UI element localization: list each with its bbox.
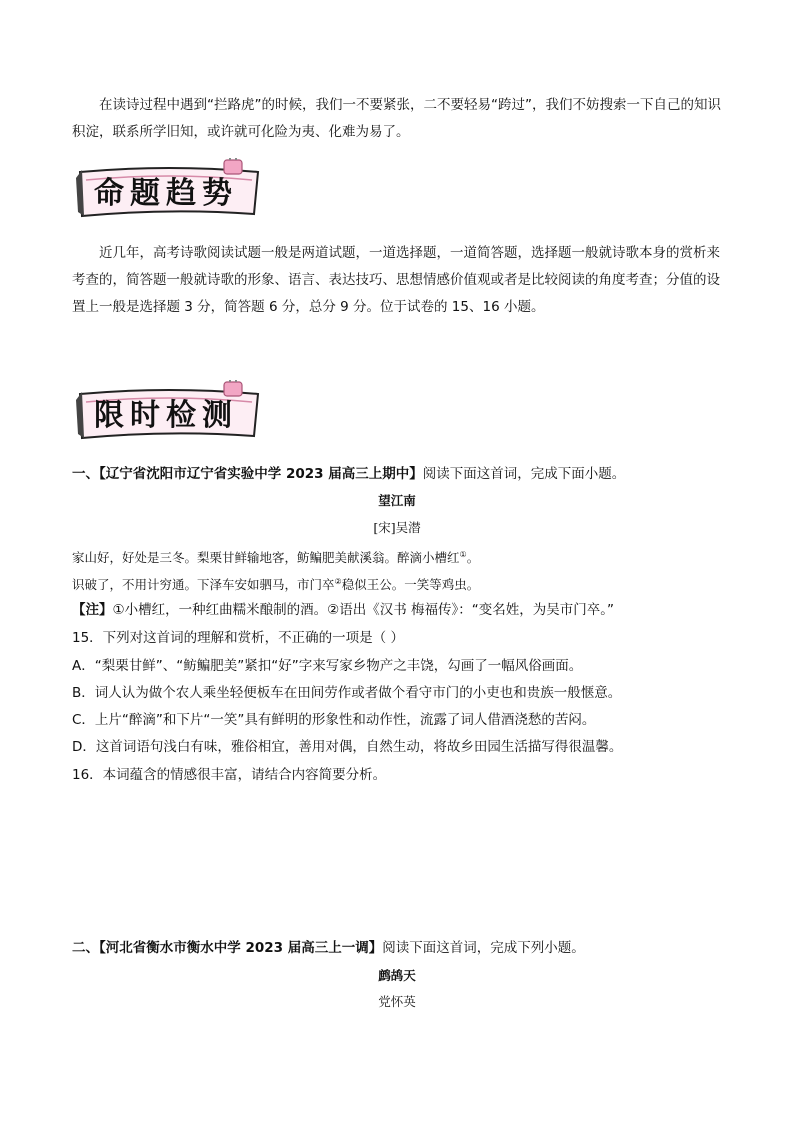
q1-poem-line-2: 识破了，不用计穷通。下泽车安如驷马，市门卒②稳似王公。一笑等鸡虫。 xyxy=(72,577,480,593)
q2-instruction: 阅读下面这首词，完成下列小题。 xyxy=(382,940,585,956)
q15-option-d: D．这首词语句浅白有味，雅俗相宜，善用对偶，自然生动，将故乡田园生活描写得很温馨。 xyxy=(72,739,623,755)
q15-option-c: C．上片“醉滴”和下片“一笑”具有鲜明的形象性和动作性，流露了词人借酒浇愁的苦闷。 xyxy=(72,712,596,728)
q1-poem-title: 望江南 xyxy=(378,493,416,508)
q15-stem: 15．下列对这首词的理解和赏析，不正确的一项是（ ） xyxy=(72,630,404,646)
q1-poem-line-1: 家山好，好处是三冬。梨栗甘鲜输地客，鲂鳊肥美献溪翁。醉滴小槽红①。 xyxy=(72,550,480,566)
intro-paragraph: 在读诗过程中遇到“拦路虎”的时候，我们一不要紧张，二不要轻易“跨过”，我们不妨搜索一下自己的知识积淀，联系所学旧知，或许就可化险为夷、化难为易了。 xyxy=(72,97,721,140)
q2-number: 二、 xyxy=(72,940,99,956)
section-banner-test xyxy=(74,380,264,442)
trend-paragraph: 近几年，高考诗歌阅读试题一般是两道试题，一道选择题，一道简答题，选择题一般就诗歌本身的赏析来考查的，简答题一般就诗歌的形象、语言、表达技巧、思想情感价值观或者是比较阅读的角度考查；分值的设置上一般是选择题 3 分，简答题 6 分，总分 9 分。位于试卷的 15、16 小题。 xyxy=(72,245,720,315)
q2-heading xyxy=(72,938,732,958)
section-banner-trend xyxy=(74,158,264,220)
q1-instruction: 阅读下面这首词，完成下面小题。 xyxy=(422,466,626,482)
q1-poem-author: [宋]吴潜 xyxy=(373,520,421,535)
banner-title: 命题趋势 xyxy=(94,176,238,211)
q15-option-a: A．“梨栗甘鲜”、“鲂鳊肥美”紧扣“好”字来写家乡物产之丰饶，勾画了一幅风俗画面。 xyxy=(72,658,583,674)
q1-note: 【注】①小槽红，一种红曲糯米酿制的酒。②语出《汉书 梅福传》：“变名姓，为吴市门卒。” xyxy=(72,602,614,618)
q2-poem-title: 鹧鸪天 xyxy=(378,968,416,983)
q1-number: 一、 xyxy=(72,466,99,482)
q2-poem-author: 党怀英 xyxy=(378,994,416,1009)
q1-source: 【辽宁省沈阳市辽宁省实验中学 2023 届高三上期中】 xyxy=(99,466,423,482)
q1-heading xyxy=(72,464,732,484)
q15-option-b: B．词人认为做个农人乘坐轻便板车在田间劳作或者做个看守市门的小吏也和贵族一般惬意。 xyxy=(72,685,622,701)
q2-source: 【河北省衡水市衡水中学 2023 届高三上一调】 xyxy=(99,940,383,956)
q16-stem: 16．本词蕴含的情感很丰富，请结合内容简要分析。 xyxy=(72,767,387,783)
banner-title: 限时检测 xyxy=(94,398,238,433)
